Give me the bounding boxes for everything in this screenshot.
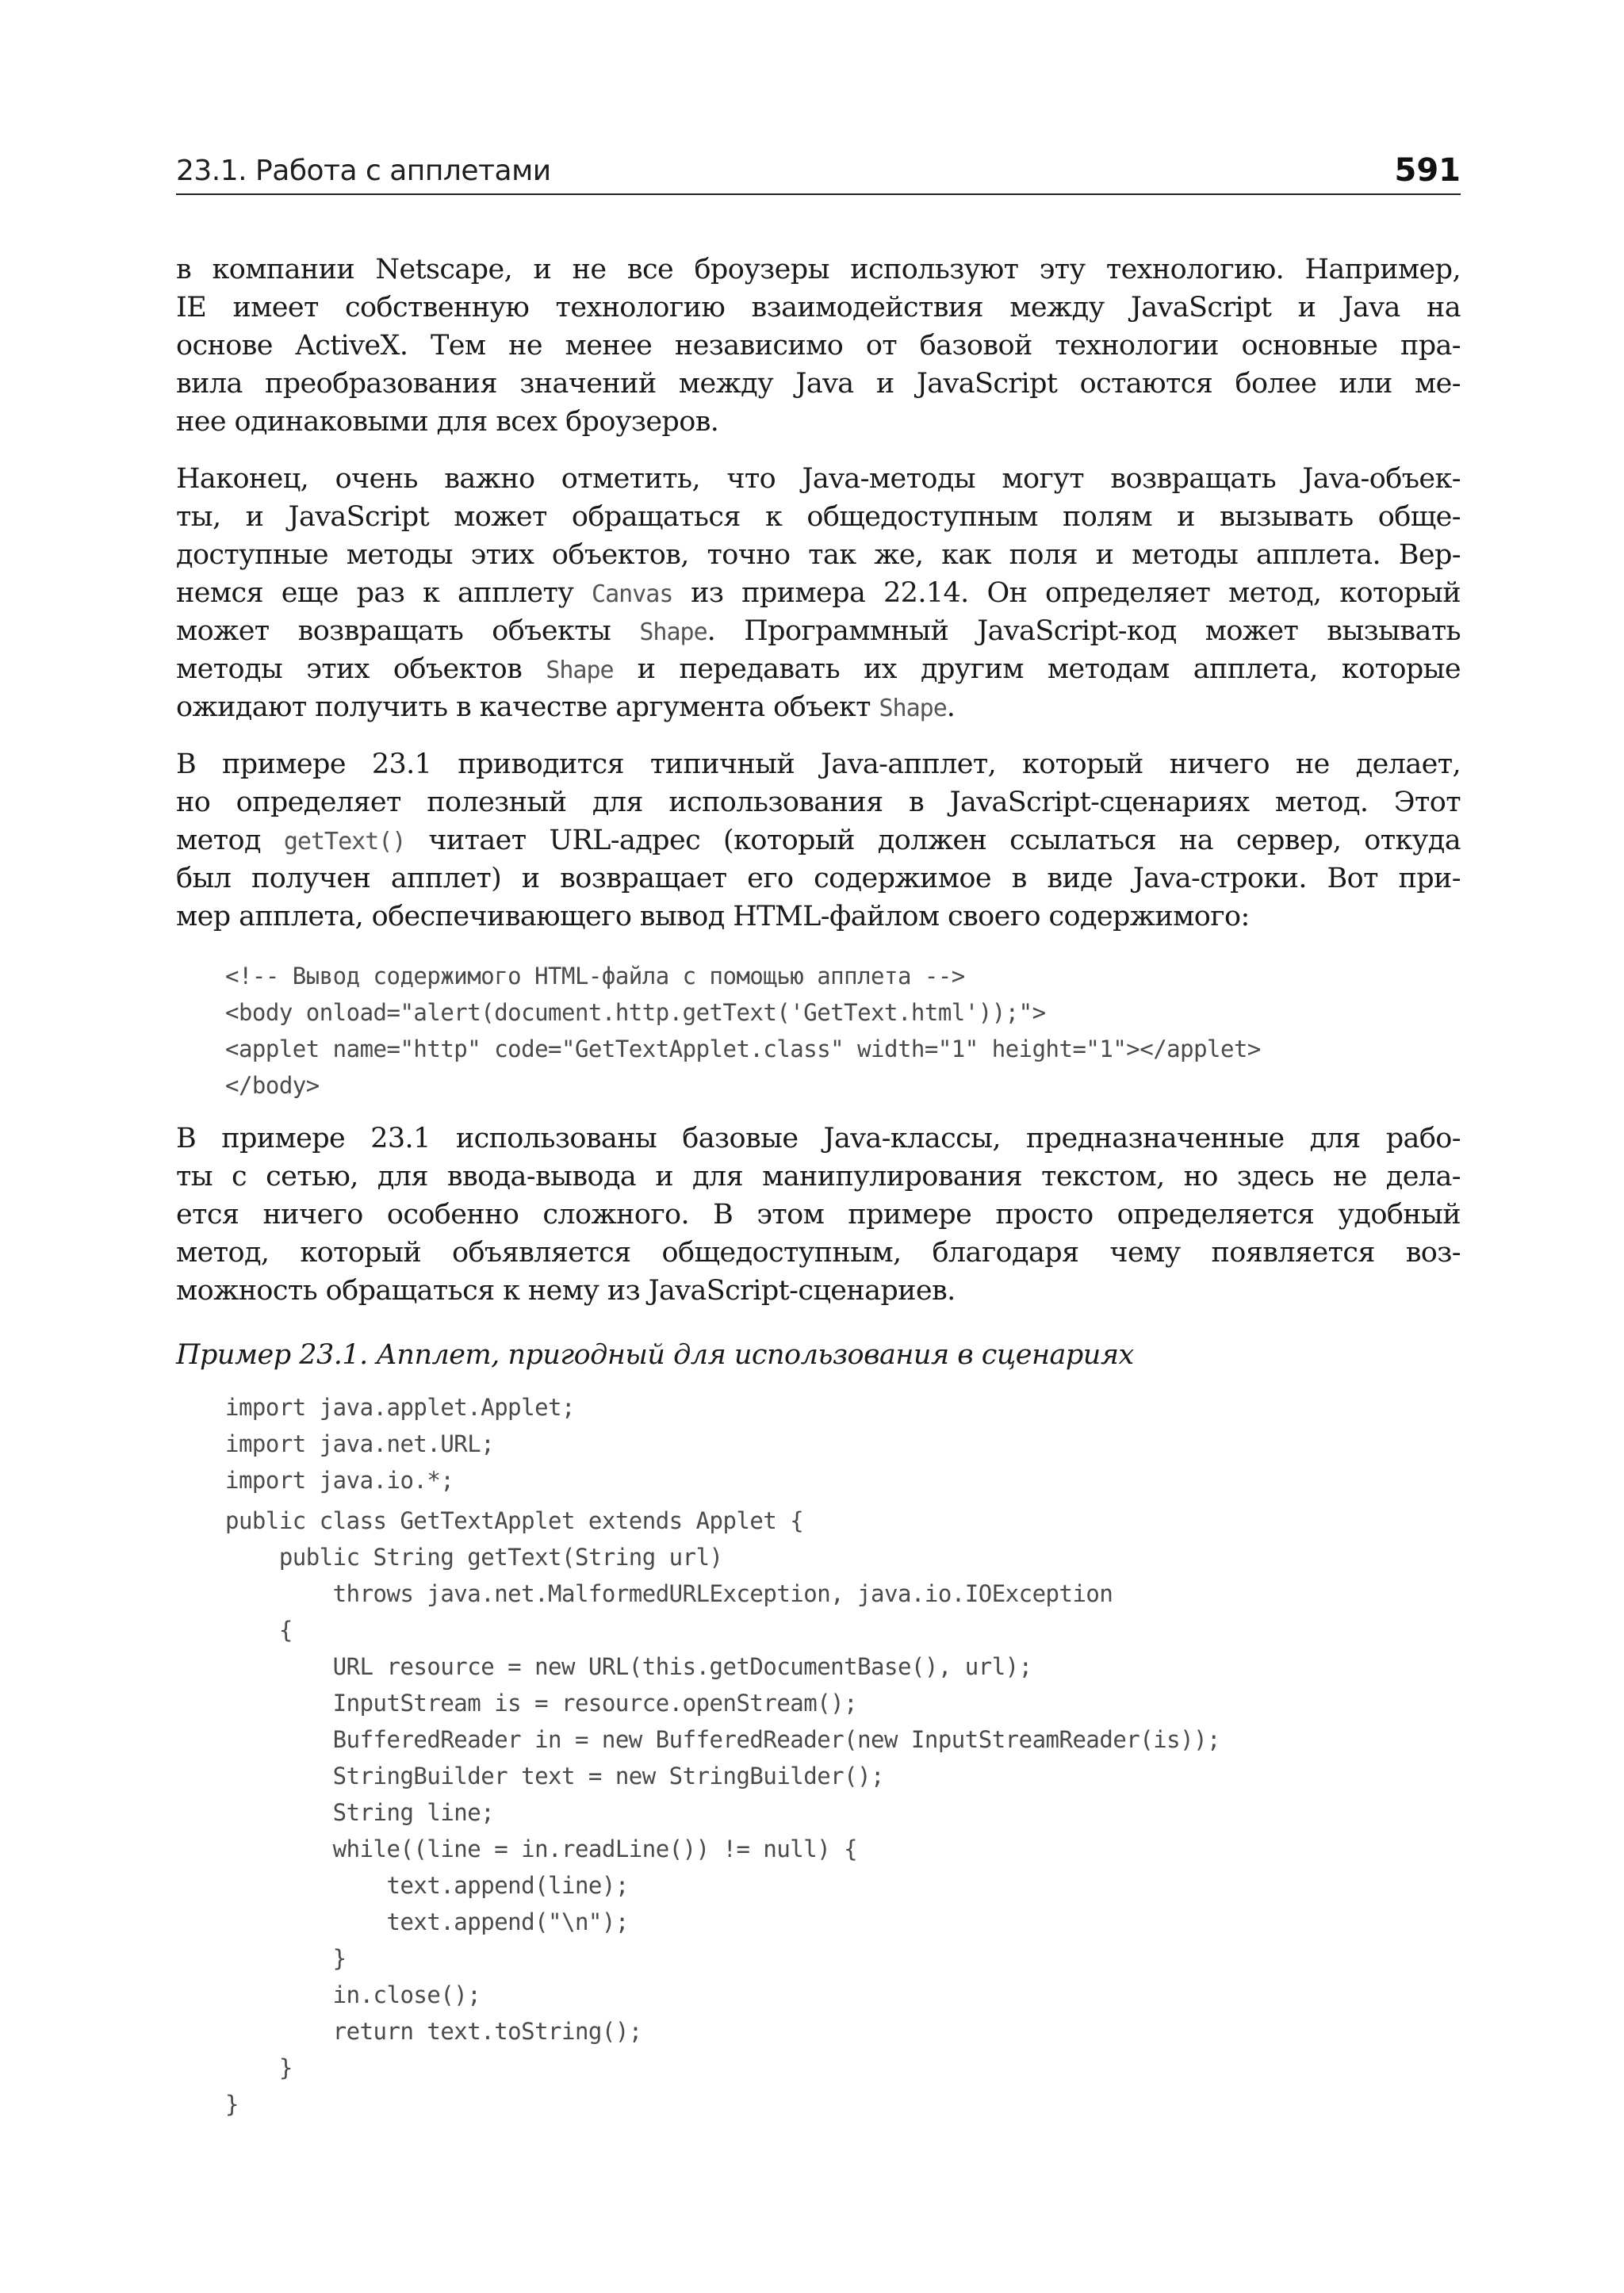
paragraph-4 [176, 1120, 1461, 1310]
code-line: } [225, 2091, 239, 2118]
code-line: throws java.net.MalformedURLException, java.io.IOException [225, 1580, 1113, 1607]
code-line: { [225, 1617, 293, 1644]
text-run: ты с сетью, для ввода-вывода и для манипулирования текстом, но здесь не дела- [176, 1161, 1461, 1192]
text-line [176, 1196, 1461, 1234]
code-line: } [225, 2054, 293, 2081]
code-line: String line; [225, 1799, 495, 1826]
java-imports-listing [225, 1389, 575, 1499]
text-run: Наконец, очень важно отметить, что Java-методы могут возвращать Java-объек- [176, 463, 1461, 495]
text-run: основе ActiveX. Тем не менее независимо от базовой технологии основные пра- [176, 330, 1461, 362]
code-line: text.append(line); [225, 1872, 629, 1899]
text-line [176, 650, 1461, 688]
text-line [176, 251, 1461, 289]
text-line [176, 460, 1461, 498]
text-run: вила преобразования значений между Java и JavaScript остаются более или ме- [176, 368, 1461, 400]
text-run: можность обращаться к нему из JavaScript-сценариев. [176, 1275, 956, 1307]
text-run: . Программный JavaScript-код может вызывать [707, 615, 1461, 647]
code-line: in.close(); [225, 1981, 481, 2008]
code-line: URL resource = new URL(this.getDocumentBase(), url); [225, 1653, 1032, 1680]
example-caption: Пример 23.1. Апплет, пригодный для использования в сценариях [176, 1339, 1134, 1371]
text-line [176, 688, 1461, 726]
code-line: <body onload="alert(document.http.getText('GetText.html'));"> [225, 999, 1046, 1026]
code-line: InputStream is = resource.openStream(); [225, 1690, 858, 1717]
inline-code: Canvas [592, 580, 673, 608]
text-line [176, 327, 1461, 365]
text-run: был получен апплет) и возвращает его содержимое в виде Java-строки. Вот при- [176, 863, 1461, 894]
text-line [176, 574, 1461, 612]
code-line: import java.io.*; [225, 1467, 454, 1494]
code-line: </body> [225, 1072, 320, 1099]
text-line [176, 612, 1461, 650]
code-line: StringBuilder text = new StringBuilder(); [225, 1763, 885, 1790]
text-run: ется ничего особенно сложного. В этом примере просто определяется удобный [176, 1199, 1461, 1231]
inline-code: getText() [283, 828, 406, 856]
text-line [176, 1158, 1461, 1196]
code-line: text.append("\n"); [225, 1908, 629, 1935]
text-line [176, 821, 1461, 859]
inline-code: Shape [639, 618, 707, 646]
code-line: public String getText(String url) [225, 1544, 723, 1571]
code-line: public class GetTextApplet extends Applet { [225, 1507, 804, 1534]
page-number: 591 [1394, 152, 1461, 189]
text-line [176, 365, 1461, 403]
text-run: метод, который объявляется общедоступным, благодаря чему появляется воз- [176, 1237, 1461, 1269]
text-run: мер апплета, обеспечивающего вывод HTML-файлом своего содержимого: [176, 901, 1250, 932]
text-line [176, 536, 1461, 574]
code-line: <applet name="http" code="GetTextApplet.class" width="1" height="1"></applet> [225, 1035, 1261, 1062]
text-run: В примере 23.1 использованы базовые Java-классы, предназначенные для рабо- [176, 1123, 1461, 1154]
paragraph-1 [176, 251, 1461, 441]
text-run: доступные методы этих объектов, точно так же, как поля и методы апплета. Вер- [176, 539, 1461, 571]
text-run: но определяет полезный для использования в JavaScript-сценариях метод. Этот [176, 787, 1461, 818]
text-line [176, 403, 1461, 441]
text-run: ты, и JavaScript может обращаться к общедоступным полям и вызывать обще- [176, 501, 1461, 533]
text-run: нее одинаковыми для всех броузеров. [176, 406, 719, 438]
text-run: и передавать их другим методам апплета, которые [613, 653, 1461, 685]
code-line: import java.applet.Applet; [225, 1394, 575, 1421]
text-run: IE имеет собственную технологию взаимодействия между JavaScript и Java на [176, 292, 1461, 323]
text-run: методы этих объектов [176, 653, 546, 685]
text-run: ожидают получить в качестве аргумента объект [176, 691, 879, 723]
text-run: может возвращать объекты [176, 615, 640, 647]
code-line: while((line = in.readLine()) != null) { [225, 1836, 858, 1862]
text-line [176, 745, 1461, 783]
text-run: В примере 23.1 приводится типичный Java-апплет, который ничего не делает, [176, 748, 1461, 780]
text-line [176, 289, 1461, 327]
text-run: в компании Netscape, и не все броузеры используют эту технологию. Например, [176, 254, 1461, 285]
running-header [176, 149, 1461, 195]
text-run: из примера 22.14. Он определяет метод, который [672, 577, 1461, 609]
text-line [176, 1272, 1461, 1310]
text-run: немся еще раз к апплету [176, 577, 592, 609]
code-line: import java.net.URL; [225, 1430, 495, 1457]
paragraph-2 [176, 460, 1461, 726]
text-line [176, 783, 1461, 821]
section-title: 23.1. Работа с апплетами [176, 155, 551, 187]
text-line [176, 859, 1461, 898]
java-class-listing [225, 1503, 1220, 2123]
text-line [176, 498, 1461, 536]
code-line: } [225, 1945, 347, 1972]
text-line [176, 1234, 1461, 1272]
code-line: return text.toString(); [225, 2018, 642, 2045]
text-line [176, 1120, 1461, 1158]
inline-code: Shape [546, 657, 614, 684]
text-run: . [946, 691, 956, 723]
inline-code: Shape [879, 695, 947, 722]
code-line: BufferedReader in = new BufferedReader(new InputStreamReader(is)); [225, 1726, 1221, 1753]
code-line: <!-- Вывод содержимого HTML-файла с помощью апплета --> [225, 963, 965, 990]
html-code-example [225, 958, 1261, 1104]
text-run: читает URL-адрес (который должен ссылаться на сервер, откуда [405, 825, 1461, 856]
text-run: метод [176, 825, 284, 856]
paragraph-3 [176, 745, 1461, 936]
text-line [176, 898, 1461, 936]
